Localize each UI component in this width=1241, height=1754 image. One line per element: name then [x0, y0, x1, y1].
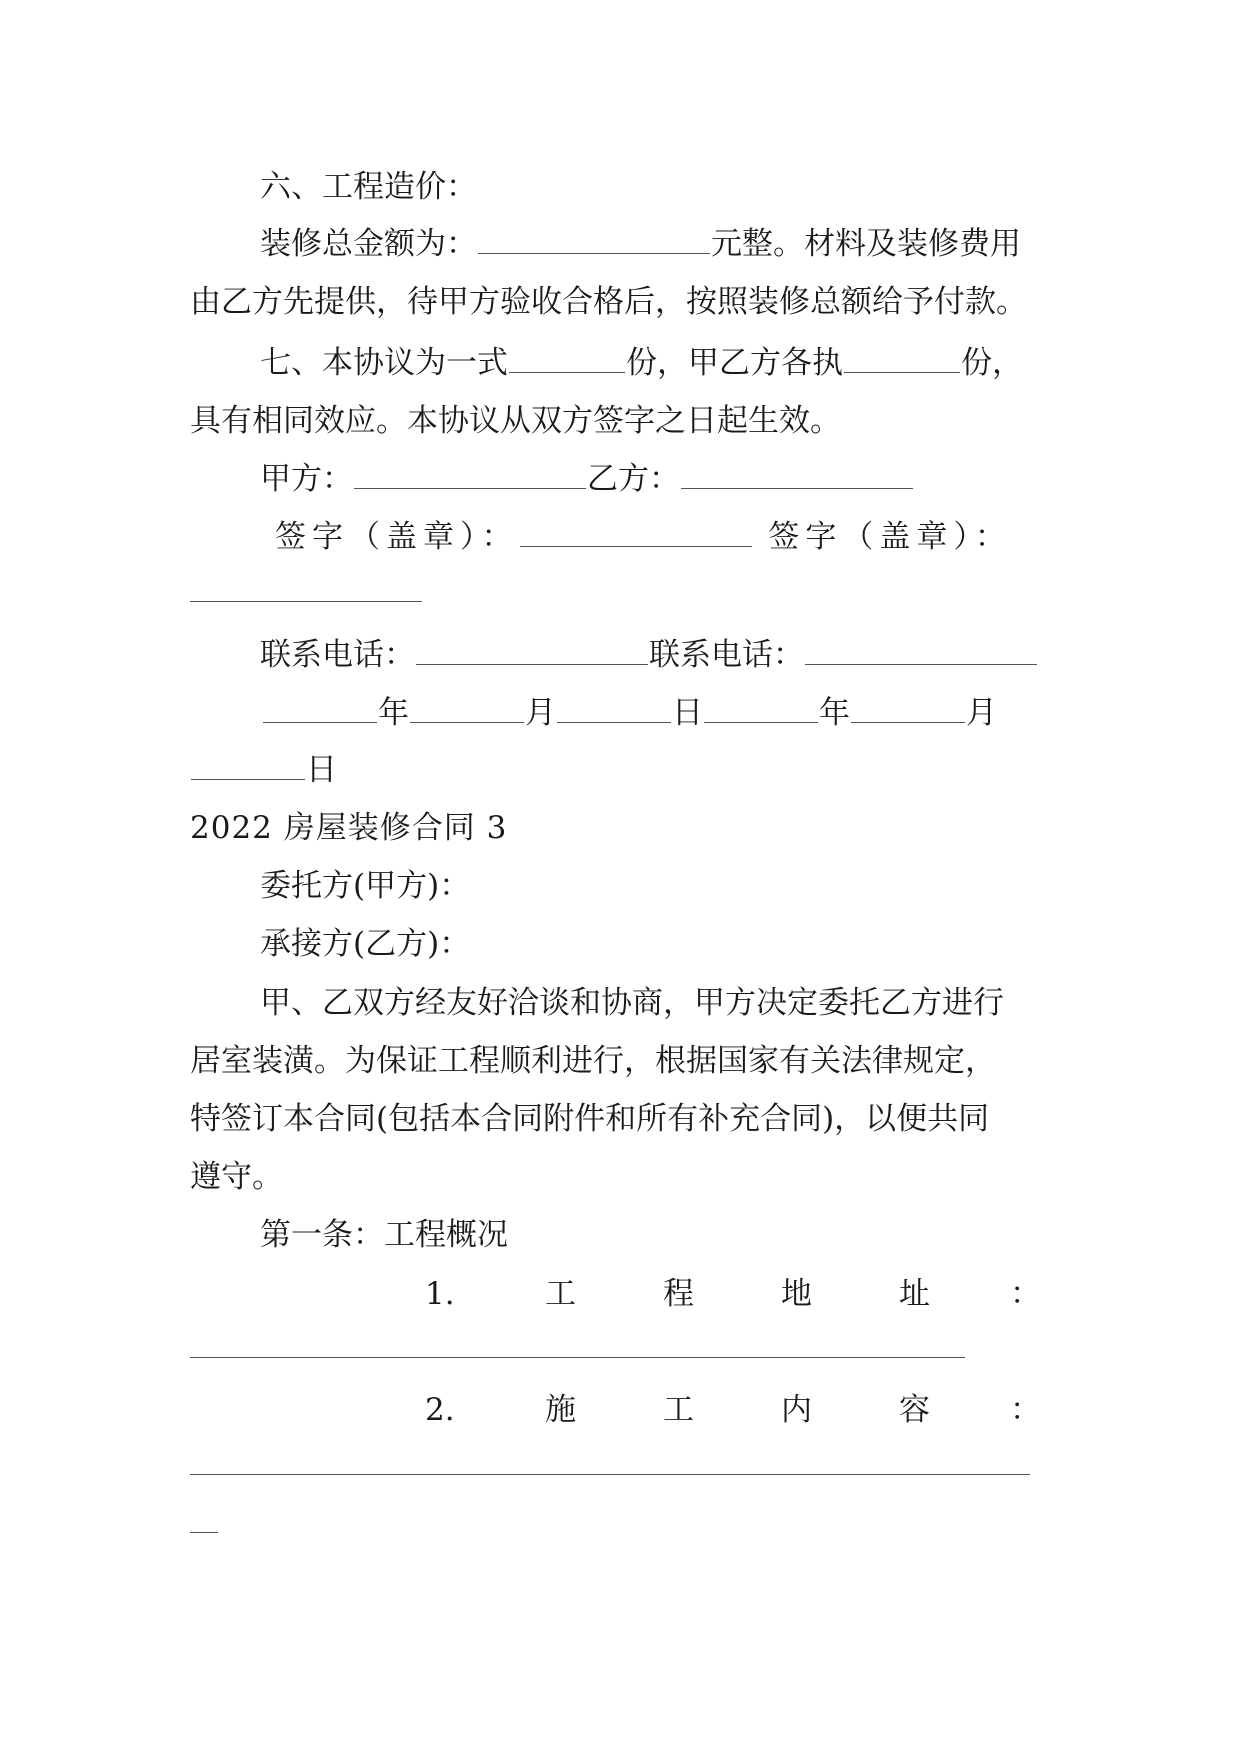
signature-b-blank [190, 601, 422, 602]
section-7-line [260, 343, 1023, 383]
copies-suffix: 份， [961, 345, 1023, 381]
item-2-char-4: 容 [899, 1392, 930, 1428]
phone-b-label: 联系电话： [649, 637, 804, 673]
party-a-label: 甲方： [260, 461, 353, 497]
year-b-label: 年 [819, 695, 850, 731]
project-address-blank [190, 1357, 965, 1358]
item-1-char-4: 址 [899, 1276, 930, 1312]
party-a-blank [354, 462, 586, 489]
client-party-line: 委托方(甲方)： [260, 868, 471, 904]
total-amount-line [260, 224, 1021, 264]
year-b-blank [704, 696, 818, 723]
day-a-blank [557, 696, 671, 723]
preamble-line-1: 甲、乙双方经友好洽谈和协商，甲方决定委托乙方进行 [260, 985, 1004, 1021]
effect-line: 具有相同效应。本协议从双方签字之日起生效。 [190, 403, 841, 439]
preamble-line-4: 遵守。 [190, 1159, 283, 1195]
month-a-label: 月 [525, 695, 556, 731]
copies-each-label: 份，甲乙方各执 [626, 345, 843, 381]
item-2-char-1: 施 [545, 1392, 576, 1428]
item-2-char-3: 内 [781, 1392, 812, 1428]
phone-line [260, 635, 1038, 675]
item-1-number: 1. [425, 1276, 455, 1312]
year-a-label: 年 [378, 695, 409, 731]
signature-a-label: 签字（盖章）： [275, 519, 519, 555]
date-line-continued [190, 750, 337, 790]
month-b-label: 月 [966, 695, 997, 731]
party-b-label: 乙方： [587, 461, 680, 497]
signature-a-blank [520, 520, 752, 547]
signature-b-label: 签字（盖章）： [768, 519, 1012, 555]
construction-content-blank-1 [190, 1474, 1030, 1475]
total-amount-blank [478, 227, 710, 254]
total-amount-label: 装修总金额为： [260, 226, 477, 262]
item-1-char-2: 程 [663, 1276, 694, 1312]
month-a-blank [410, 696, 524, 723]
copies-blank [509, 346, 625, 373]
article-1-heading: 第一条：工程概况 [260, 1217, 508, 1253]
item-2-number: 2. [425, 1392, 455, 1428]
total-amount-suffix: 元整。材料及装修费用 [711, 226, 1021, 262]
item-1-char-3: 地 [781, 1276, 812, 1312]
party-b-blank [681, 462, 913, 489]
contractor-party-line: 承接方(乙方)： [260, 926, 471, 962]
day-a-label: 日 [672, 695, 703, 731]
year-a-blank [263, 696, 377, 723]
item-2-char-2: 工 [663, 1392, 694, 1428]
contract-title: 2022 房屋装修合同 3 [190, 810, 508, 846]
construction-content-blank-2 [190, 1532, 218, 1533]
day-b-blank [191, 753, 305, 780]
phone-b-blank [805, 638, 1037, 665]
party-line [260, 459, 914, 499]
phone-a-blank [416, 638, 648, 665]
preamble-line-3: 特签订本合同(包括本合同附件和所有补充合同)，以便共同 [190, 1101, 990, 1137]
item-2-colon: ： [1010, 1392, 1041, 1428]
copies-label: 七、本协议为一式 [260, 345, 508, 381]
day-b-label: 日 [306, 752, 337, 788]
signature-line [275, 517, 1012, 557]
payment-terms-line: 由乙方先提供，待甲方验收合格后，按照装修总额给予付款。 [190, 284, 1027, 320]
preamble-line-2: 居室装潢。为保证工程顺利进行，根据国家有关法律规定， [190, 1043, 996, 1079]
copies-each-blank [844, 346, 960, 373]
item-1-char-1: 工 [545, 1276, 576, 1312]
date-line [262, 693, 997, 733]
item-1-colon: ： [1010, 1276, 1041, 1312]
section-6-heading: 六、工程造价： [260, 169, 477, 205]
phone-a-label: 联系电话： [260, 637, 415, 673]
month-b-blank [851, 696, 965, 723]
